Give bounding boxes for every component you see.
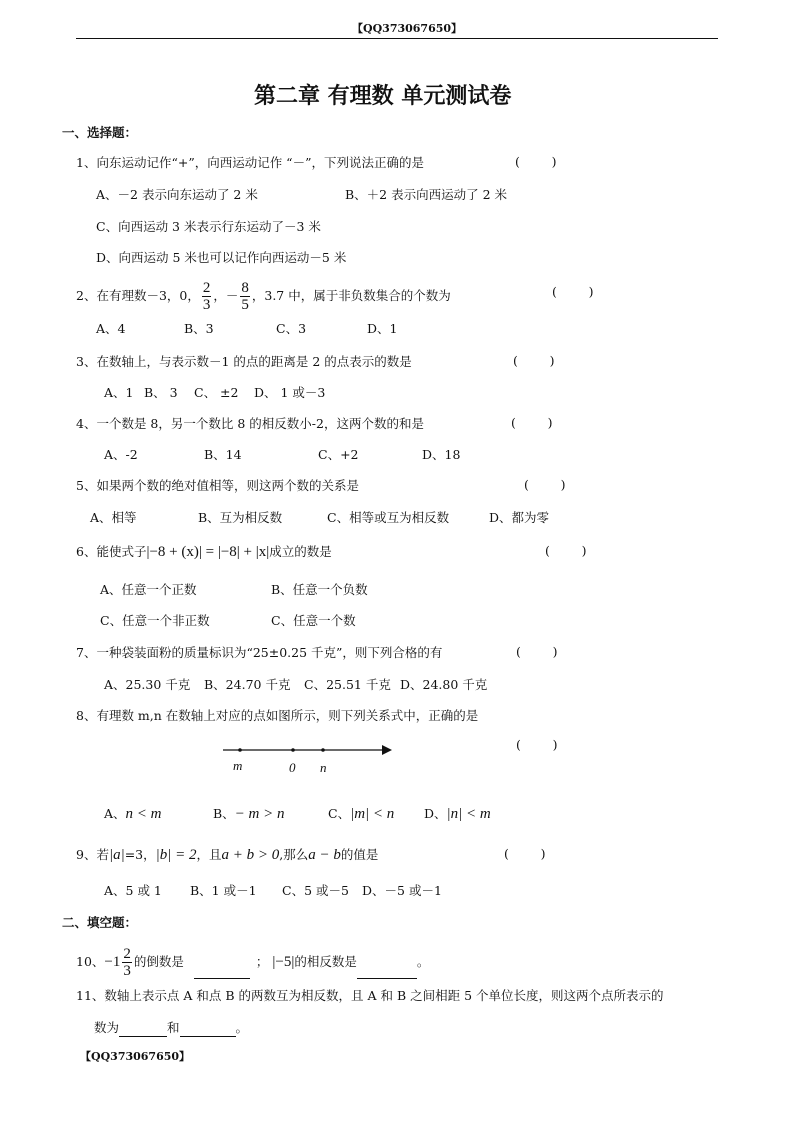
- text: 的值是: [340, 847, 379, 862]
- q9-pre: 9、若: [76, 847, 109, 862]
- denominator: 5: [241, 297, 249, 313]
- section-fill-blank: 二、填空题：: [62, 915, 138, 930]
- q9-option-c: C、5 或－5: [282, 883, 349, 898]
- q3-option-c: C、 ±2: [194, 385, 239, 400]
- q1-option-b: B、＋2 表示向西运动了 2 米: [345, 187, 508, 202]
- q4-option-d: D、18: [422, 447, 461, 462]
- q5-answer[interactable]: ( ): [524, 477, 566, 492]
- q7-stem: 7、一种袋装面粉的质量标识为“25±0.25 千克”，则下列合格的有: [76, 645, 443, 660]
- q9-option-a: A、5 或 1: [104, 883, 162, 898]
- numerator: 8: [241, 280, 249, 296]
- point-m: [238, 748, 242, 752]
- header-qq: 【QQ373067650】: [352, 22, 463, 35]
- blank-2[interactable]: [357, 964, 417, 979]
- q4-option-a: A、-2: [104, 447, 138, 462]
- text: 。: [416, 954, 430, 969]
- fraction: [202, 280, 212, 313]
- point-n: [321, 748, 325, 752]
- q3-option-b: B、 3: [144, 385, 178, 400]
- math: |b| = 2: [155, 847, 197, 863]
- q2-option-b: B、3: [184, 321, 214, 336]
- q2-option-a: A、4: [96, 321, 126, 336]
- text: 的倒数是: [133, 954, 184, 969]
- q2-answer[interactable]: ( ): [552, 284, 594, 299]
- page-title: 第二章 有理数 单元测试卷: [254, 84, 512, 109]
- q1-option-a: A、－2 表示向东运动了 2 米: [96, 187, 258, 202]
- q9-answer[interactable]: ( ): [504, 846, 546, 861]
- text: ,那么: [279, 847, 309, 862]
- q6-option-c: C、任意一个非正数: [100, 613, 210, 628]
- q2-stem: [76, 280, 451, 313]
- header-rule: [76, 38, 718, 39]
- q7-option-a: A、25.30 千克: [104, 677, 191, 692]
- q6-stem: [76, 543, 332, 561]
- q6-answer[interactable]: ( ): [545, 543, 587, 558]
- q6-option-b: B、任意一个负数: [271, 582, 368, 597]
- q7-answer[interactable]: ( ): [516, 644, 558, 659]
- q1-option-c: C、向西运动 3 米表示行东运动了－3 米: [96, 219, 321, 234]
- q5-option-a: A、相等: [90, 510, 137, 525]
- q3-option-d: D、 1 或－3: [254, 385, 326, 400]
- q8-option-a: [104, 805, 162, 823]
- denominator: 3: [123, 963, 131, 979]
- q10-pre: 10、: [76, 954, 105, 969]
- point-zero: [291, 748, 295, 752]
- text: =3，: [124, 847, 156, 862]
- fraction: [240, 280, 250, 313]
- option-letter: B、: [213, 806, 235, 821]
- text: 。: [235, 1020, 249, 1035]
- q2-option-d: D、1: [367, 321, 398, 336]
- q6-pre: 6、能使式子: [76, 544, 147, 559]
- blank-1[interactable]: [194, 964, 250, 979]
- q2-mid: ，－: [213, 288, 239, 303]
- q3-stem: 3、在数轴上，与表示数－1 的点的距离是 2 的点表示的数是: [76, 354, 412, 369]
- q11-line1: 11、数轴上表示点 A 和点 B 的两数互为相反数，且 A 和 B 之间相距 5 个单位长度，则这两个点所表示的: [76, 988, 664, 1003]
- q6-post: 成立的数是: [269, 544, 332, 559]
- text: 和: [167, 1020, 180, 1035]
- numerator: 2: [123, 946, 131, 962]
- text: ；: [255, 954, 269, 969]
- q8-stem: 8、有理数 m,n 在数轴上对应的点如图所示，则下列关系式中，正确的是: [76, 708, 479, 723]
- label-zero: 0: [289, 760, 296, 775]
- q2-post: ，3.7 中，属于非负数集合的个数为: [251, 288, 451, 303]
- q7-option-b: B、24.70 千克: [204, 677, 291, 692]
- q5-option-b: B、互为相反数: [198, 510, 283, 525]
- numerator: 2: [202, 280, 211, 296]
- q8-answer[interactable]: ( ): [516, 737, 558, 752]
- option-math: − m > n: [234, 806, 285, 822]
- q3-option-a: A、1: [104, 385, 134, 400]
- option-math: |m| < n: [350, 806, 395, 822]
- q6-option-d: C、任意一个数: [271, 613, 356, 628]
- label-n: n: [320, 760, 327, 775]
- q11-line2: [94, 1019, 248, 1037]
- denominator: 3: [202, 297, 211, 313]
- q10-stem: [76, 946, 429, 979]
- text: 的相反数是: [294, 954, 357, 969]
- q1-option-d: D、向西运动 5 米也可以记作向西运动－5 米: [96, 250, 347, 265]
- option-math: |n| < m: [446, 806, 491, 822]
- label-m: m: [233, 758, 243, 773]
- section-choice: 一、选择题：: [62, 125, 138, 140]
- footer-qq: 【QQ373067650】: [80, 1050, 191, 1063]
- q8-option-b: [213, 805, 285, 823]
- math: a − b: [308, 847, 341, 863]
- q5-stem: 5、如果两个数的绝对值相等，则这两个数的关系是: [76, 478, 359, 493]
- q6-option-a: A、任意一个正数: [100, 582, 197, 597]
- q4-option-b: B、14: [204, 447, 242, 462]
- option-math: n < m: [125, 806, 162, 822]
- q1-answer[interactable]: ( ): [515, 154, 557, 169]
- q8-option-c: [328, 805, 394, 823]
- option-letter: D、: [424, 806, 447, 821]
- q3-answer[interactable]: ( ): [513, 353, 555, 368]
- q7-option-d: D、24.80 千克: [400, 677, 488, 692]
- q9-stem: [76, 846, 378, 864]
- q6-formula: |−8 + (x)| = |−8| + |x|: [146, 544, 270, 560]
- q7-option-c: C、25.51 千克: [304, 677, 391, 692]
- q5-option-d: D、都为零: [489, 510, 550, 525]
- math: −1: [104, 954, 121, 970]
- q2-option-c: C、3: [276, 321, 307, 336]
- q8-option-d: [424, 805, 491, 823]
- text: ，且: [196, 847, 222, 862]
- option-letter: A、: [104, 806, 126, 821]
- blank-4[interactable]: [180, 1022, 236, 1037]
- q5-option-c: C、相等或互为相反数: [327, 510, 450, 525]
- number-line-figure: [220, 740, 400, 780]
- text: 数为: [94, 1020, 120, 1035]
- q9-option-b: B、1 或－1: [190, 883, 257, 898]
- math: |−5|: [272, 954, 295, 970]
- fraction: [122, 946, 132, 979]
- blank-3[interactable]: [119, 1022, 167, 1037]
- option-letter: C、: [328, 806, 351, 821]
- q2-pre: 2、在有理数－3，0，: [76, 288, 200, 303]
- q4-stem: 4、一个数是 8，另一个数比 8 的相反数小-2，这两个数的和是: [76, 416, 424, 431]
- q4-option-c: C、+2: [318, 447, 359, 462]
- q4-answer[interactable]: ( ): [511, 415, 553, 430]
- math: a + b > 0: [221, 847, 280, 863]
- math: |a|: [108, 847, 125, 863]
- q9-option-d: D、－5 或－1: [362, 883, 442, 898]
- q1-stem: 1、向东运动记作“+”，向西运动记作 “－”，下列说法正确的是: [76, 155, 424, 170]
- arrow-head-icon: [382, 745, 392, 755]
